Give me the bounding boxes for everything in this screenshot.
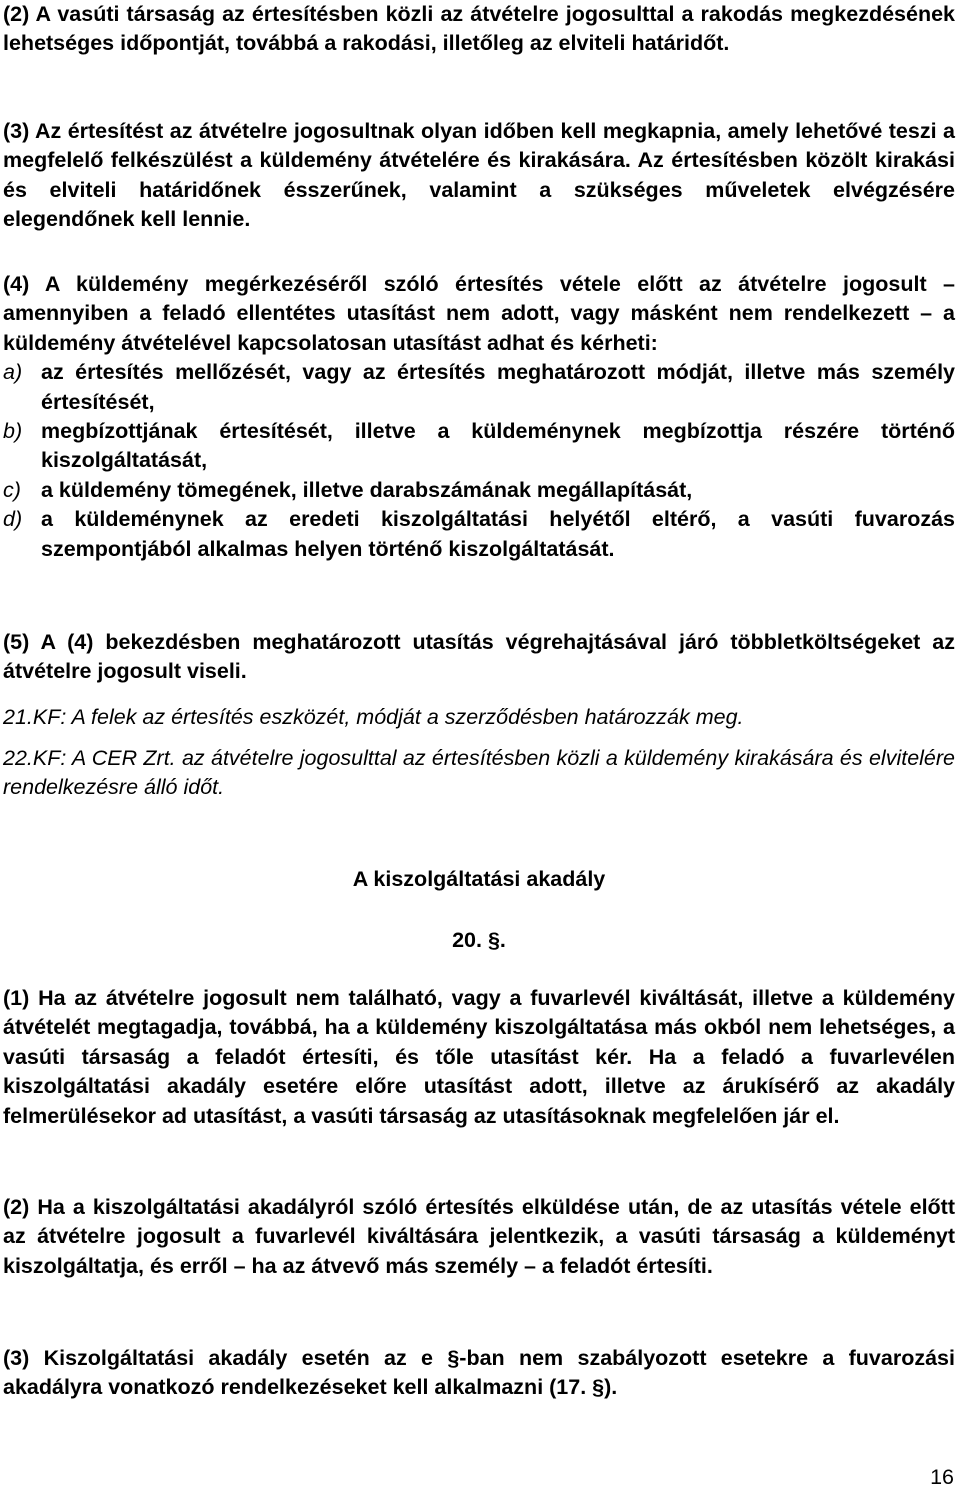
list-item-text: megbízottjának értesítését, illetve a küldeménynek megbízottja részére történő kiszolgáltatását, — [41, 419, 955, 473]
list-item-text: a küldeménynek az eredeti kiszolgáltatási helyétől eltérő, a vasúti fuvarozás szempontjából alkalmas helyen történő kiszolgáltatását. — [41, 507, 955, 561]
list-marker: d) — [3, 507, 23, 532]
list-item-d — [3, 505, 955, 564]
note-22-kf-text: 22.KF: A CER Zrt. az átvételre jogosulttal az értesítésben közli a küldemény kirakására és elvitelére rendelkezésre álló időt. — [3, 746, 955, 800]
page-number: 16 — [930, 1465, 954, 1489]
paragraph-5-text: (5) A (4) bekezdésben meghatározott utasítás végrehajtásával járó többletköltségeket az átvételre jogosult viseli. — [3, 630, 955, 684]
list-marker: c) — [3, 477, 21, 502]
paragraph-4-text: (4) A küldemény megérkezéséről szóló értesítés vétele előtt az átvételre jogosult – amennyiben a feladó ellentétes utasítást nem adott, vagy másként nem rendelkezett – a küldemény átvételével kapcsolatosan utasítást adhat és kérheti: — [3, 272, 955, 355]
note-22-kf — [3, 744, 955, 803]
paragraph-2-text: (2) A vasúti társaság az értesítésben közli az átvételre jogosulttal a rakodás megkezdésének lehetséges időpontját, továbbá a rakodási, illetőleg az elviteli határidőt. — [3, 2, 955, 56]
list-item-text: az értesítés mellőzését, vagy az értesítés meghatározott módját, illetve más személy értesítését, — [41, 360, 955, 414]
paragraph-3-text: (3) Az értesítést az átvételre jogosultnak olyan időben kell megkapnia, amely lehetővé teszi a megfelelő felkészülést a küldemény átvételére és kirakására. Az értesítésben közölt kirakási és elviteli határidőnek ésszerűnek, valamint a szükséges műveletek elvégzésére elegendőnek kell lennie. — [3, 119, 955, 232]
paragraph-3 — [3, 117, 955, 235]
section-paragraph-2 — [3, 1193, 955, 1281]
section-paragraph-1-text: (1) Ha az átvételre jogosult nem található, vagy a fuvarlevél kiváltását, illetve a küldemény átvételét megtagadja, továbbá, ha a küldemény kiszolgáltatása más okból nem lehetséges, a vasúti társaság a feladót értesíti, és tőle utasítást kér. Ha a feladó a fuvarlevélen kiszolgáltatási akadály esetére előre utasítást adott, illetve az árukísérő az akadály felmerülésekor ad utasítást, a vasúti társaság az utasításoknak megfelelően jár el. — [3, 986, 955, 1128]
note-21-kf-text: 21.KF: A felek az értesítés eszközét, módját a szerződésben határozzák meg. — [3, 705, 744, 729]
section-number: 20. §. — [452, 928, 506, 952]
section-paragraph-3 — [3, 1344, 955, 1403]
section-paragraph-3-text: (3) Kiszolgáltatási akadály esetén az e §-ban nem szabályozott esetekre a fuvarozási akadályra vonatkozó rendelkezéseket kell alkalmazni (17. §). — [3, 1346, 955, 1400]
section-title: A kiszolgáltatási akadály — [352, 867, 606, 891]
list-item-text: a küldemény tömegének, illetve darabszámának megállapítását, — [41, 477, 693, 502]
section-paragraph-2-text: (2) Ha a kiszolgáltatási akadályról szóló értesítés elküldése után, de az utasítás vétele előtt az átvételre jogosult a fuvarlevél kiváltására jelentkezik, a vasúti társaság a küldeményt kiszolgáltatja, és erről – ha az átvevő más személy – a feladót értesíti. — [3, 1195, 955, 1278]
list-item-a — [3, 358, 955, 417]
section-number-wrap — [3, 926, 955, 955]
section-heading — [3, 865, 955, 894]
list-marker: b) — [3, 419, 23, 444]
list-item-b — [3, 417, 955, 476]
paragraph-5 — [3, 628, 955, 687]
list-item-c — [3, 476, 955, 505]
paragraph-4 — [3, 270, 955, 564]
note-21-kf — [3, 703, 955, 732]
section-paragraph-1 — [3, 984, 955, 1131]
paragraph-2 — [3, 0, 955, 59]
list-marker: a) — [3, 360, 23, 385]
